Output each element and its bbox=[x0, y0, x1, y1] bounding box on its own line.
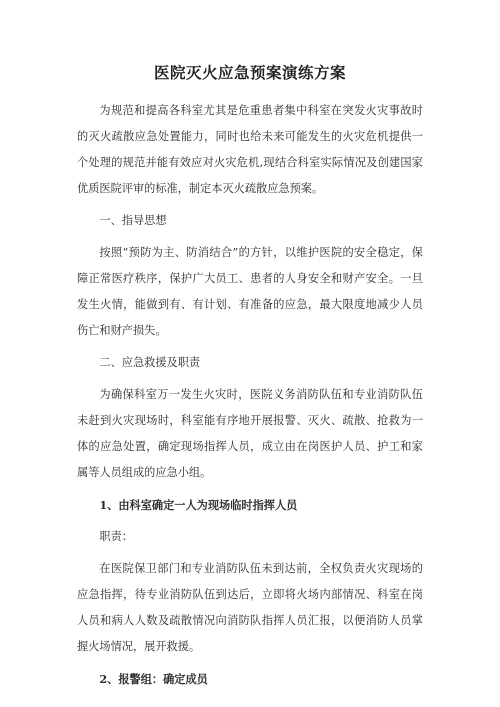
section-heading-guiding-principle: 一、指导思想 bbox=[99, 214, 167, 227]
section-heading-emergency-duties: 二、应急救援及职责 bbox=[99, 356, 201, 369]
section-body-emergency-duties: 为确保科室万一发生火灾时，医院义务消防队伍和专业消防队伍未赶到火灾现场时，科室能有序地开展报警、灭火、疏散、抢救为一体的应急处置，确定现场指挥人员，成立由在岗医护人员、护工和家属等人员组成的应急小组。 bbox=[77, 388, 423, 479]
item-heading-commander: 1、由科室确定一人为现场临时指挥人员 bbox=[99, 498, 298, 512]
document-title: 医院灭火应急预案演练方案 bbox=[153, 63, 346, 82]
item-duty-label: 职责： bbox=[99, 530, 133, 543]
intro-paragraph: 为规范和提高各科室尤其是危重患者集中科室在突发火灾事故时的灭火疏散应急处置能力，同时也给未来可能发生的火灾危机提供一个处理的规范并能有效应对火灾危机,现结合科室实际情况及创建国家优质医院评审的标准，制定本灭火疏散应急预案。 bbox=[77, 104, 423, 195]
item-heading-alarm-group: 2、报警组：确定成员 bbox=[99, 672, 208, 686]
section-body-guiding-principle: 按照“预防为主、防消结合”的方针，以维护医院的安全稳定，保障正常医疗秩序，保护广大员工、患者的人身安全和财产安全。一旦发生火情，能做到有、有计划、有准备的应急，最大限度地减少人员伤亡和财产损失。 bbox=[77, 246, 423, 337]
item-duty-body: 在医院保卫部门和专业消防队伍未到达前，全权负责火灾现场的应急指挥，待专业消防队伍到达后，立即将火场内部情况、科室在岗人员和病人人数及疏散情况向消防队指挥人员汇报，以便消防人员掌握火场情况，展开救援。 bbox=[77, 562, 423, 653]
